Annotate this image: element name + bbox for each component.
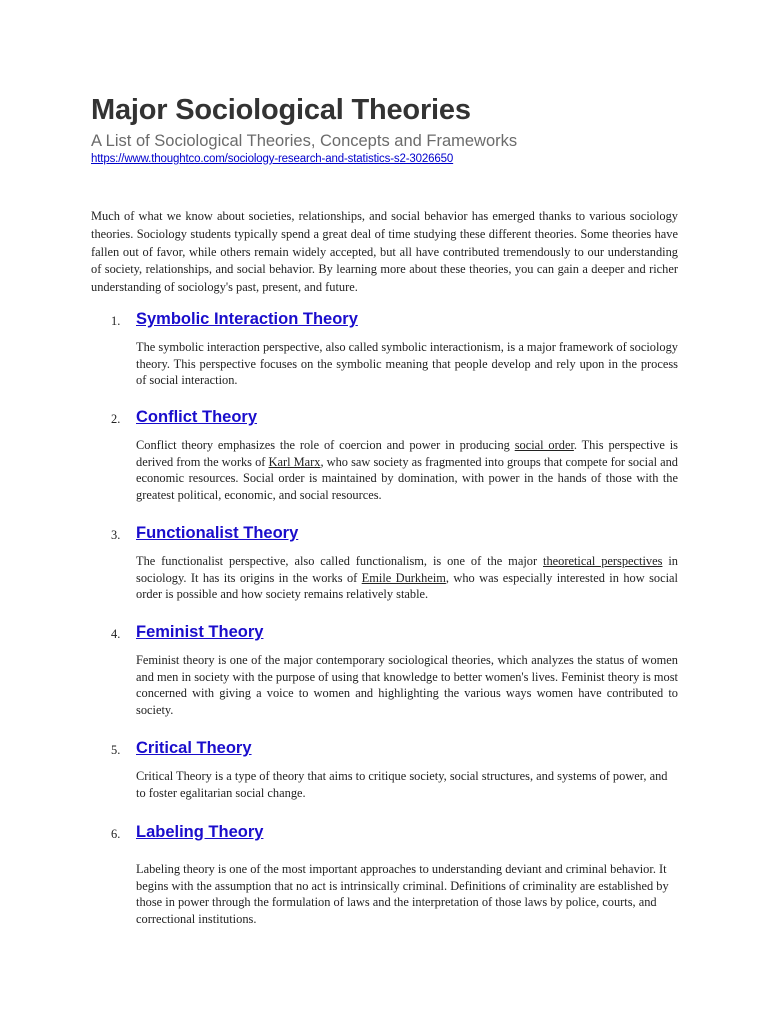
body-text: in sociology. It has its origins in the works of [136,554,678,585]
source-link[interactable]: https://www.thoughtco.com/sociology-research-and-statistics-s2-3026650 [91,153,454,165]
theory-heading-symbolic-interaction[interactable]: Symbolic Interaction Theory [136,310,358,328]
social-order-link[interactable]: social order [514,438,574,452]
karl-marx-link[interactable]: Karl Marx [268,454,321,469]
theory-heading-critical[interactable]: Critical Theory [136,739,252,757]
list-number: 1. [111,314,121,328]
body-text: , who was especially interested in how social order is possible and how society remains relatively stable. [136,570,678,601]
emile-durkheim-link[interactable]: Emile Durkheim [361,570,446,585]
theory-body-feminist: Feminist theory is one of the major contemporary sociological theories, which analyzes the status of women and men in society with the purpose of using that knowledge to better women's lives. Feminist theory is most concerned with giving a voice to women and highlighting the various ways women have contributed to society. [136,653,678,717]
theory-body-labeling: Labeling theory is one of the most important approaches to understanding deviant and criminal behavior. It begins with the assumption that no act is intrinsically criminal. Definitions of criminality are established by those in power through the formulation of laws and the interpretation of those laws by police, courts, and correctional institutions. [136,862,669,926]
list-number: 2. [111,412,121,426]
body-text: Conflict theory emphasizes the role of coercion and power in producing [136,438,515,452]
list-number: 6. [111,827,121,841]
theory-heading-functionalist[interactable]: Functionalist Theory [136,524,299,542]
body-text: . This perspective is derived from the works of [136,438,678,469]
list-number: 5. [111,743,121,757]
body-text: , who saw society as fragmented into groups that compete for social and economic resources. Social order is maintained by domination, with power in the hands of those with the greatest political, economic, and social resources. [136,454,679,502]
body-text: The functionalist perspective, also called functionalism, is one of the major [136,554,543,568]
list-number: 4. [111,627,121,641]
theory-body-symbolic-interaction: The symbolic interaction perspective, also called symbolic interactionism, is a major framework of sociology theory. This perspective focuses on the symbolic meaning that people develop and rely upon in the process of social interaction. [136,340,678,387]
theoretical-perspectives-link[interactable]: theoretical perspectives [543,554,663,568]
theory-heading-labeling[interactable]: Labeling Theory [136,823,264,841]
theory-body-critical: Critical Theory is a type of theory that aims to critique society, social structures, and systems of power, and to foster egalitarian social change. [136,769,668,800]
intro-paragraph: Much of what we know about societies, relationships, and social behavior has emerged thanks to various sociology theories. Sociology students typically spend a great deal of time studying these different theories. Some theories have fallen out of favor, while others remain widely accepted, but all have contributed tremendously to our understanding of society, relationships, and social behavior. By learning more about these theories, you can gain a deeper and richer understanding of sociology's past, present, and future. [91,209,678,295]
theory-body-functionalist [136,553,678,603]
theory-heading-conflict[interactable]: Conflict Theory [136,408,258,426]
list-number: 3. [111,528,121,542]
theory-body-conflict [136,437,678,503]
page-subtitle: A List of Sociological Theories, Concepts and Frameworks [91,132,518,150]
page-title: Major Sociological Theories [91,94,471,126]
theory-heading-feminist[interactable]: Feminist Theory [136,623,264,641]
